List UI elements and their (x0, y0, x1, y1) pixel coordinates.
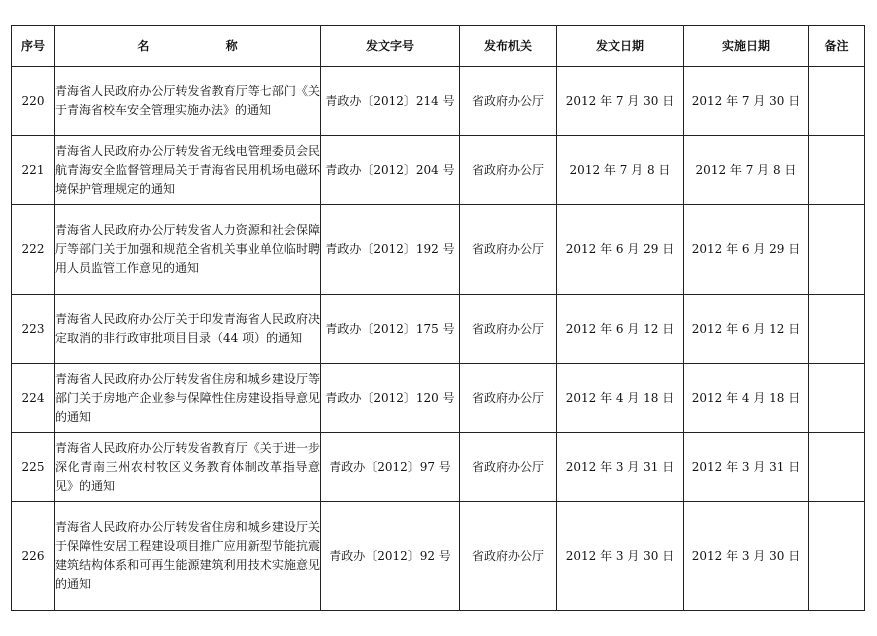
cell-impl: 2012 年 3 月 30 日 (684, 502, 809, 611)
header-note: 备注 (809, 26, 865, 67)
table-row (12, 502, 865, 611)
cell-code: 青政办〔2012〕92 号 (321, 502, 460, 611)
cell-code: 青政办〔2012〕204 号 (321, 136, 460, 205)
cell-name: 青海省人民政府办公厅关于印发青海省人民政府决定取消的非行政审批项目目录（44 项）的通知 (55, 295, 321, 364)
cell-code: 青政办〔2012〕192 号 (321, 205, 460, 295)
cell-seq: 225 (12, 433, 55, 502)
cell-note (809, 295, 865, 364)
cell-impl: 2012 年 4 月 18 日 (684, 364, 809, 433)
cell-date: 2012 年 6 月 29 日 (557, 205, 684, 295)
cell-org: 省政府办公厅 (460, 205, 557, 295)
cell-seq: 221 (12, 136, 55, 205)
cell-seq: 222 (12, 205, 55, 295)
cell-code: 青政办〔2012〕120 号 (321, 364, 460, 433)
cell-seq: 223 (12, 295, 55, 364)
header-impl: 实施日期 (684, 26, 809, 67)
cell-org: 省政府办公厅 (460, 364, 557, 433)
cell-date: 2012 年 3 月 30 日 (557, 502, 684, 611)
cell-date: 2012 年 3 月 31 日 (557, 433, 684, 502)
cell-code: 青政办〔2012〕175 号 (321, 295, 460, 364)
cell-impl: 2012 年 3 月 31 日 (684, 433, 809, 502)
cell-impl: 2012 年 6 月 29 日 (684, 205, 809, 295)
cell-org: 省政府办公厅 (460, 295, 557, 364)
cell-note (809, 502, 865, 611)
table-row (12, 295, 865, 364)
header-name-label: 名 称 (137, 38, 274, 53)
cell-name: 青海省人民政府办公厅转发省无线电管理委员会民航青海安全监督管理局关于青海省民用机场电磁环境保护管理规定的通知 (55, 136, 321, 205)
cell-note (809, 364, 865, 433)
cell-note (809, 433, 865, 502)
cell-note (809, 205, 865, 295)
cell-date: 2012 年 7 月 30 日 (557, 67, 684, 136)
cell-code: 青政办〔2012〕97 号 (321, 433, 460, 502)
cell-name: 青海省人民政府办公厅转发省教育厅《关于进一步深化青南三州农村牧区义务教育体制改革指导意见》的通知 (55, 433, 321, 502)
header-row (12, 26, 865, 67)
header-date: 发文日期 (557, 26, 684, 67)
cell-code: 青政办〔2012〕214 号 (321, 67, 460, 136)
header-seq: 序号 (12, 26, 55, 67)
cell-seq: 224 (12, 364, 55, 433)
table-row (12, 433, 865, 502)
table-row (12, 136, 865, 205)
table-row (12, 364, 865, 433)
table-row (12, 67, 865, 136)
cell-seq: 226 (12, 502, 55, 611)
cell-impl: 2012 年 7 月 8 日 (684, 136, 809, 205)
cell-name: 青海省人民政府办公厅转发省教育厅等七部门《关于青海省校车安全管理实施办法》的通知 (55, 67, 321, 136)
header-name (55, 26, 321, 67)
cell-date: 2012 年 6 月 12 日 (557, 295, 684, 364)
cell-org: 省政府办公厅 (460, 67, 557, 136)
cell-name: 青海省人民政府办公厅转发省人力资源和社会保障厅等部门关于加强和规范全省机关事业单位临时聘用人员监管工作意见的通知 (55, 205, 321, 295)
cell-impl: 2012 年 7 月 30 日 (684, 67, 809, 136)
cell-name: 青海省人民政府办公厅转发省住房和城乡建设厅等部门关于房地产企业参与保障性住房建设指导意见的通知 (55, 364, 321, 433)
cell-org: 省政府办公厅 (460, 136, 557, 205)
cell-note (809, 67, 865, 136)
header-org: 发布机关 (460, 26, 557, 67)
cell-date: 2012 年 4 月 18 日 (557, 364, 684, 433)
cell-impl: 2012 年 6 月 12 日 (684, 295, 809, 364)
cell-org: 省政府办公厅 (460, 433, 557, 502)
cell-name: 青海省人民政府办公厅转发省住房和城乡建设厅关于保障性安居工程建设项目推广应用新型节能抗震建筑结构体系和可再生能源建筑利用技术实施意见的通知 (55, 502, 321, 611)
cell-date: 2012 年 7 月 8 日 (557, 136, 684, 205)
cell-seq: 220 (12, 67, 55, 136)
table-row (12, 205, 865, 295)
regulations-table (11, 25, 865, 611)
cell-org: 省政府办公厅 (460, 502, 557, 611)
header-code: 发文字号 (321, 26, 460, 67)
cell-note (809, 136, 865, 205)
